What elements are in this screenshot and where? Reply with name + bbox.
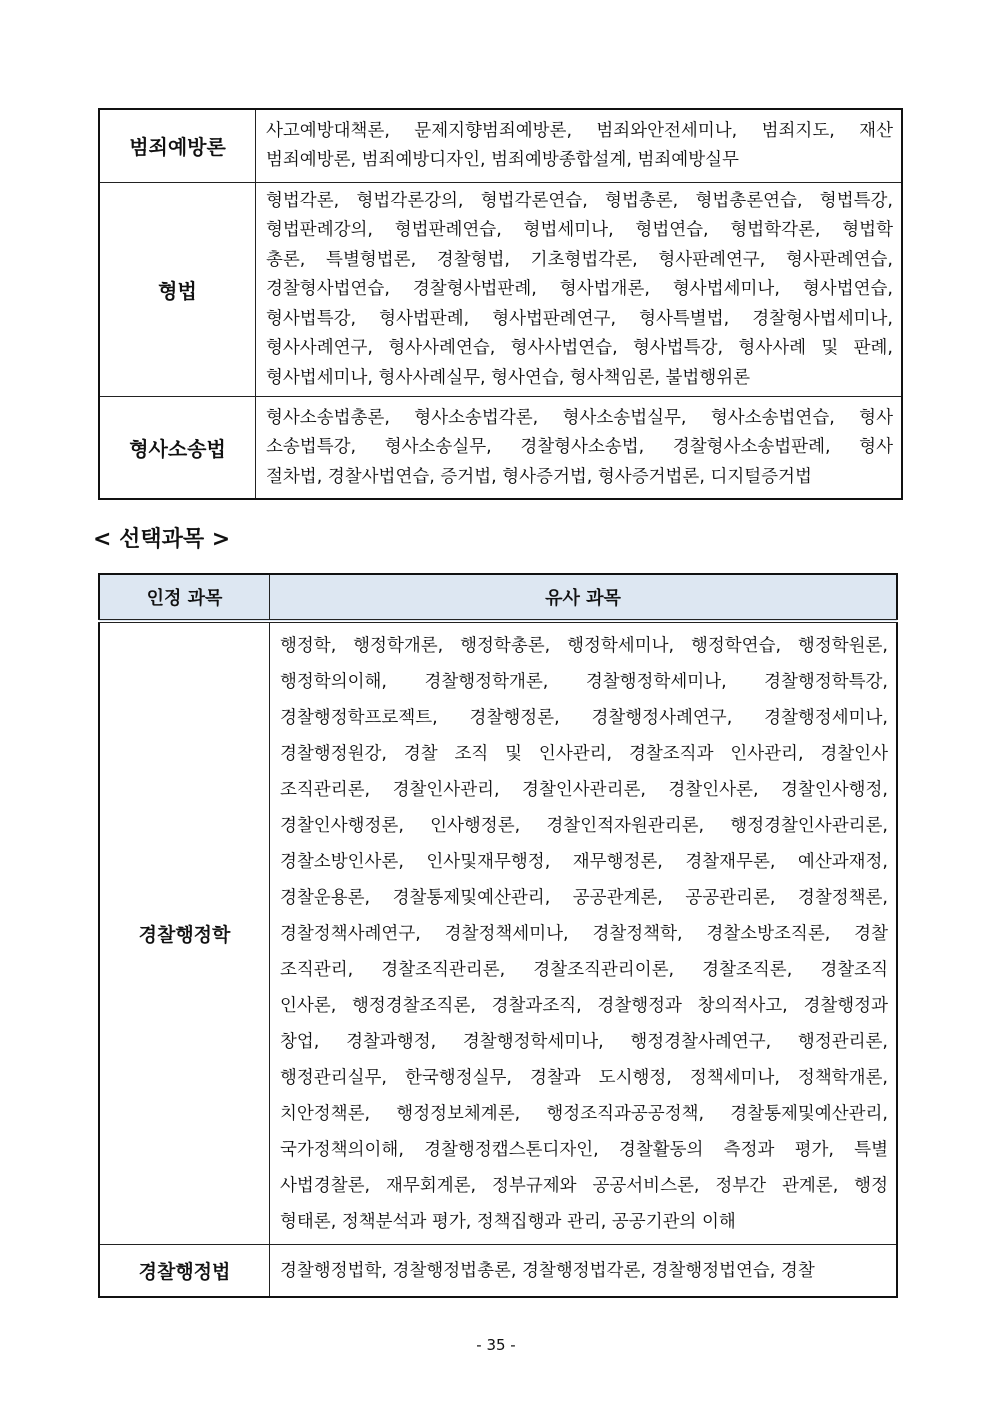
subject-line: 형법판례강의, 형법판례연습, 형법세미나, 형법연습, 형법학각론, 형법학 [266,220,893,240]
table-row [99,109,902,182]
major-subjects-table [98,108,903,500]
similar-subjects [270,621,898,1245]
subject-line: 사고예방대책론, 문제지향범죄예방론, 범죄와안전세미나, 범죄지도, 재산 [266,120,893,141]
subject-line: 인사론, 행정경찰조직론, 경찰과조직, 경찰행정과 창의적사고, 경찰행정과 [280,996,888,1016]
subject-name: 경찰행정학 [99,621,270,1245]
page-number: - 35 - [476,1336,516,1354]
subject-line: 창업, 경찰과행정, 경찰행정학세미나, 행정경찰사례연구, 행정관리론, [280,1032,888,1052]
subject-line: 소송법특강, 형사소송실무, 경찰형사소송법, 경찰형사소송법판례, 형사 [266,437,893,457]
subject-line: 형사소송법총론, 형사소송법각론, 형사소송법실무, 형사소송법연습, 형사 [266,407,893,428]
subject-line: 행정관리실무, 한국행정실무, 경찰과 도시행정, 정책세미나, 정책학개론, [280,1068,888,1088]
subject-line: 조직관리, 경찰조직관리론, 경찰조직관리이론, 경찰조직론, 경찰조직 [280,960,888,980]
subject-line: 치안정책론, 행정정보체계론, 행정조직과공공정책, 경찰통제및예산관리, [280,1104,888,1124]
table-row [99,182,902,397]
subject-line: 국가정책의이해, 경찰행정캡스톤디자인, 경찰활동의 측정과 평가, 특별 [280,1140,888,1160]
subject-line: 형사사례연구, 형사사례연습, 형사사법연습, 형사법특강, 형사사례 및 판례, [266,338,893,358]
subject-line: 조직관리론, 경찰인사관리, 경찰인사관리론, 경찰인사론, 경찰인사행정, [280,780,888,800]
elective-subjects-table [98,573,898,1298]
subject-line: 총론, 특별형법론, 경찰형법, 기초형법각론, 형사판례연구, 형사판례연습, [266,249,893,270]
subject-line: 형사법세미나, 형사사례실무, 형사연습, 형사책임론, 불법행위론 [266,367,751,388]
similar-subjects [256,397,903,499]
subject-line: 경찰행정원강, 경찰 조직 및 인사관리, 경찰조직과 인사관리, 경찰인사 [280,744,888,764]
subject-line: 경찰형사법연습, 경찰형사법판례, 형사법개론, 형사법세미나, 형사법연습, [266,279,893,299]
subject-line: 경찰인사행정론, 인사행정론, 경찰인적자원관리론, 행정경찰인사관리론, [280,816,888,836]
subject-name: 경찰행정법 [99,1245,270,1297]
subject-line: 경찰행정학프로젝트, 경찰행정론, 경찰행정사례연구, 경찰행정세미나, [280,708,888,728]
subject-line: 형사법특강, 형사법판례, 형사법판례연구, 형사특별법, 경찰형사법세미나, [266,308,893,329]
table-row [99,1245,897,1297]
section-title: < 선택과목 > [93,527,231,552]
subject-line: 형법각론, 형법각론강의, 형법각론연습, 형법총론, 형법총론연습, 형법특강, [266,190,893,211]
similar-subjects [270,1245,898,1297]
subject-line: 사법경찰론, 재무회계론, 정부규제와 공공서비스론, 정부간 관계론, 행정 [280,1176,888,1196]
header-recognized-subject: 인정 과목 [99,574,270,621]
header-similar-subjects: 유사 과목 [270,574,898,621]
subject-line: 경찰소방인사론, 인사및재무행정, 재무행정론, 경찰재무론, 예산과재정, [280,852,888,872]
subject-name: 형사소송법 [99,397,256,499]
table-header-row [99,574,897,621]
subject-line: 행정학, 행정학개론, 행정학총론, 행정학세미나, 행정학연습, 행정학원론, [280,636,888,656]
similar-subjects [256,182,903,397]
subject-line: 경찰정책사례연구, 경찰정책세미나, 경찰정책학, 경찰소방조직론, 경찰 [280,924,888,944]
subject-line: 형태론, 정책분석과 평가, 정책집행과 관리, 공공기관의 이해 [280,1212,736,1232]
subject-name: 형법 [99,182,256,397]
subject-line: 범죄예방론, 범죄예방디자인, 범죄예방종합설계, 범죄예방실무 [266,150,739,171]
similar-subjects [256,109,903,182]
subject-line: 경찰운용론, 경찰통제및예산관리, 공공관계론, 공공관리론, 경찰정책론, [280,888,888,908]
subject-line: 경찰행정법학, 경찰행정법총론, 경찰행정법각론, 경찰행정법연습, 경찰 [280,1260,815,1281]
table-row [99,621,897,1245]
subject-line: 행정학의이해, 경찰행정학개론, 경찰행정학세미나, 경찰행정학특강, [280,672,888,692]
table-row [99,397,902,499]
subject-line: 절차법, 경찰사법연습, 증거법, 형사증거법, 형사증거법론, 디지털증거법 [266,466,812,487]
subject-name: 범죄예방론 [99,109,256,182]
